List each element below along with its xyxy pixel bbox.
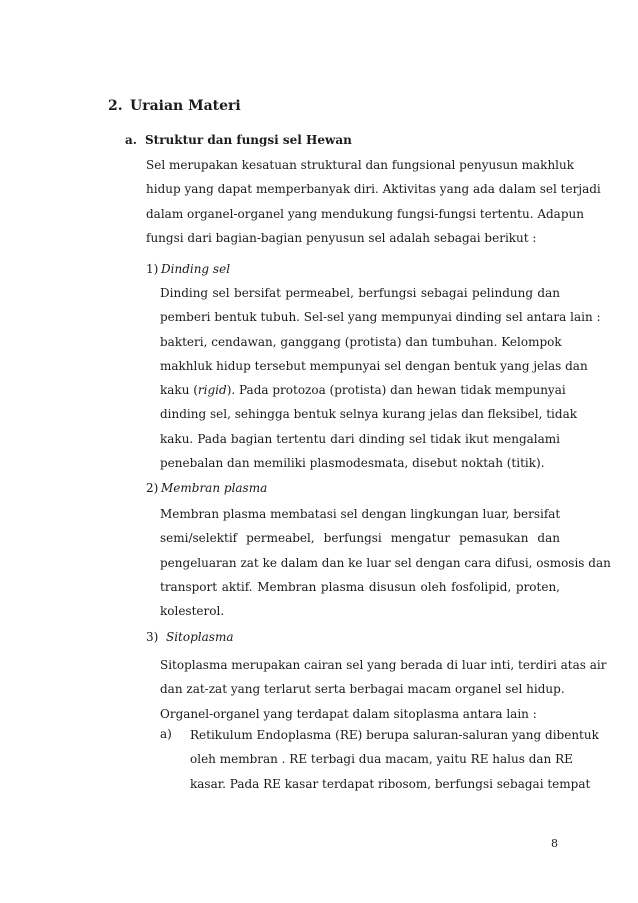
rigid-line-prefix: kaku ( [160, 383, 198, 397]
part2-paragraph [160, 502, 611, 623]
rigid-word: rigid [197, 383, 227, 397]
part3-heading [146, 630, 233, 644]
section-title: Uraian Materi [130, 98, 241, 114]
subsection-title: Struktur dan fungsi sel Hewan [145, 133, 352, 147]
part3-number: 3) [146, 630, 159, 644]
paragraph-line: penebalan dan memiliki plasmodesmata, disebut noktah (titik). [160, 455, 545, 470]
list-item-label: a) [160, 727, 172, 741]
list-item-paragraph [190, 723, 599, 796]
paragraph-line: dalam organel-organel yang mendukung fungsi-fungsi tertentu. Adapun [146, 206, 584, 221]
paragraph-line: dinding sel, sehingga bentuk selnya kurang jelas dan fleksibel, tidak [160, 407, 577, 422]
paragraph-line: kolesterol. [160, 604, 225, 618]
paragraph-line: Organel-organel yang terdapat dalam sitoplasma antara lain : [160, 706, 537, 721]
part2-number: 2) [146, 481, 159, 495]
paragraph-line: makhluk hidup tersebut mempunyai sel dengan bentuk yang jelas dan [160, 358, 588, 373]
paragraph-line: transport aktif. Membran plasma disusun oleh fosfolipid, proten, [160, 579, 560, 594]
part1-title: Dinding sel [161, 262, 231, 276]
paragraph-line: hidup yang dapat memperbanyak diri. Aktivitas yang ada dalam sel terjadi [146, 182, 601, 197]
part1-heading [146, 262, 230, 276]
paragraph-line: Sitoplasma merupakan cairan sel yang berada di luar inti, terdiri atas air [160, 658, 607, 672]
part3-paragraph [160, 653, 607, 726]
paragraph-line: Sel merupakan kesatuan struktural dan fungsional penyusun makhluk [146, 158, 575, 172]
part1-paragraph [160, 281, 601, 475]
paragraph-line: fungsi dari bagian-bagian penyusun sel adalah sebagai berikut : [146, 230, 537, 245]
paragraph-line-rigid [160, 378, 566, 402]
paragraph-line: pemberi bentuk tubuh. Sel-sel yang mempunyai dinding sel antara lain : [160, 310, 601, 325]
paragraph-line: kaku. Pada bagian tertentu dari dinding sel tidak ikut mengalami [160, 431, 560, 446]
paragraph-line: pengeluaran zat ke dalam dan ke luar sel dengan cara difusi, osmosis dan [160, 555, 611, 570]
paragraph-line: Dinding sel bersifat permeabel, berfungsi sebagai pelindung dan [160, 286, 560, 300]
intro-paragraph [146, 153, 601, 250]
paragraph-line: Retikulum Endoplasma (RE) berupa saluran-saluran yang dibentuk [190, 728, 599, 742]
subsection-heading [125, 133, 352, 147]
page-number: 8 [551, 837, 558, 850]
rigid-line-suffix: ). Pada protozoa (protista) dan hewan tidak mempunyai [226, 383, 566, 397]
part1-number: 1) [146, 262, 159, 276]
section-heading [108, 98, 241, 114]
paragraph-line: dan zat-zat yang terlarut serta berbagai macam organel sel hidup. [160, 682, 565, 697]
part2-title: Membran plasma [161, 481, 268, 495]
paragraph-line: semi/selektif permeabel, berfungsi mengatur pemasukan dan [160, 531, 560, 546]
paragraph-line: bakteri, cendawan, ganggang (protista) dan tumbuhan. Kelompok [160, 334, 562, 349]
part3-title: Sitoplasma [166, 630, 234, 644]
paragraph-line: oleh membran . RE terbagi dua macam, yaitu RE halus dan RE [190, 752, 573, 767]
section-number: 2. [108, 98, 123, 114]
paragraph-line: Membran plasma membatasi sel dengan lingkungan luar, bersifat [160, 507, 561, 521]
paragraph-line: kasar. Pada RE kasar terdapat ribosom, berfungsi sebagai tempat [190, 776, 591, 791]
part2-heading [146, 481, 267, 495]
subsection-letter: a. [125, 133, 137, 147]
